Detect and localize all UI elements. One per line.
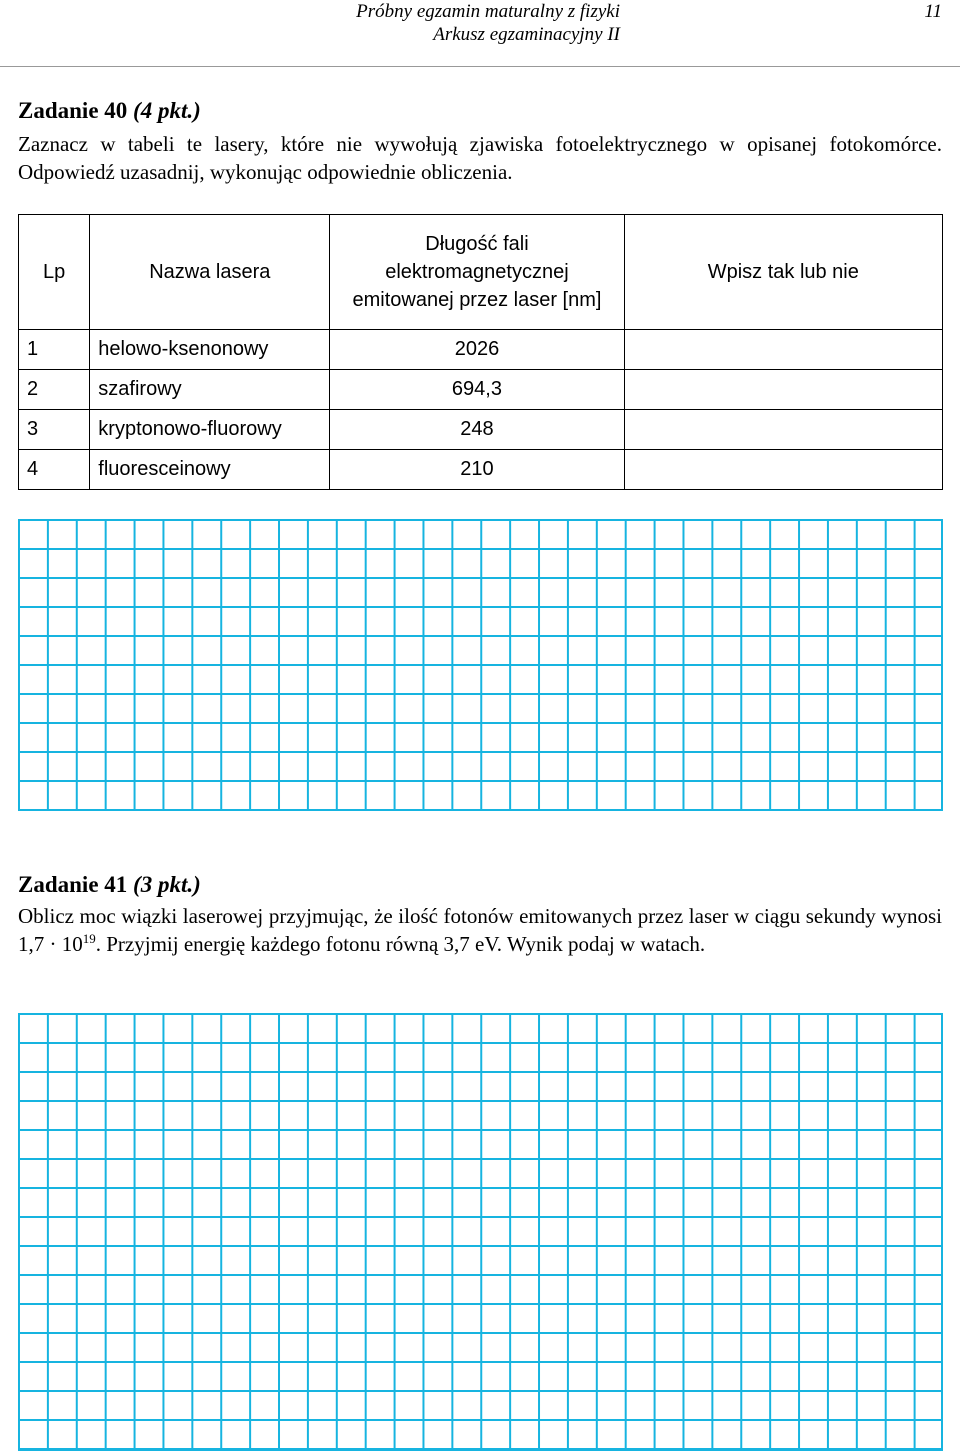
table-row	[19, 330, 943, 370]
header-lp: Lp	[19, 215, 90, 330]
header-answer: Wpisz tak lub nie	[624, 215, 942, 330]
exam-title-line1: Próbny egzamin maturalny z fizyki	[356, 1, 620, 22]
row-lp: 1	[19, 330, 90, 370]
header-wavelength: Długość fali elektromagnetycznej emitowanej przez laser [nm]	[330, 215, 624, 330]
task41-text-part2: . Przyjmij energię każdego fotonu równą 3,7 eV. Wynik podaj w watach.	[95, 932, 706, 956]
row-answer-cell[interactable]	[624, 370, 942, 410]
row-lp: 2	[19, 370, 90, 410]
task41-title: Zadanie 41	[18, 872, 128, 897]
row-laser-name: szafirowy	[90, 370, 330, 410]
exam-title	[356, 0, 620, 46]
task40-instructions: Zaznacz w tabeli te lasery, które nie wywołują zjawiska fotoelektrycznego w opisanej fotokomórce. Odpowiedź uzasadnij, wykonując odpowiednie obliczenia.	[18, 132, 942, 184]
table-row	[19, 450, 943, 490]
row-answer-cell[interactable]	[624, 450, 942, 490]
table-row	[19, 370, 943, 410]
row-wavelength: 694,3	[330, 370, 624, 410]
header-laser-name: Nazwa lasera	[90, 215, 330, 330]
row-answer-cell[interactable]	[624, 410, 942, 450]
table-row	[19, 410, 943, 450]
task41-heading	[18, 871, 201, 899]
answer-grid-task40[interactable]	[18, 519, 943, 811]
task40-heading	[18, 97, 201, 125]
laser-table	[18, 214, 943, 490]
page-header	[0, 0, 960, 67]
task41-instructions	[18, 902, 942, 958]
row-laser-name: helowo-ksenonowy	[90, 330, 330, 370]
answer-grid-task41[interactable]	[18, 1013, 943, 1451]
row-lp: 4	[19, 450, 90, 490]
row-laser-name: kryptonowo-fluorowy	[90, 410, 330, 450]
task41-text-part1: Oblicz moc wiązki laserowej przyjmując, że ilość fotonów emitowanych przez laser w ciągu sekundy wynosi 1,7 · 10	[18, 904, 942, 956]
row-wavelength: 2026	[330, 330, 624, 370]
task40-title: Zadanie 40	[18, 98, 128, 123]
task41-points: (3 pkt.)	[133, 872, 201, 897]
task41-exponent: 19	[82, 931, 96, 946]
laser-table-header	[19, 215, 943, 330]
task40-points: (4 pkt.)	[133, 98, 201, 123]
row-wavelength: 248	[330, 410, 624, 450]
exam-title-line2: Arkusz egzaminacyjny II	[433, 24, 620, 45]
row-lp: 3	[19, 410, 90, 450]
row-answer-cell[interactable]	[624, 330, 942, 370]
page-number: 11	[924, 1, 942, 22]
row-laser-name: fluoresceinowy	[90, 450, 330, 490]
row-wavelength: 210	[330, 450, 624, 490]
